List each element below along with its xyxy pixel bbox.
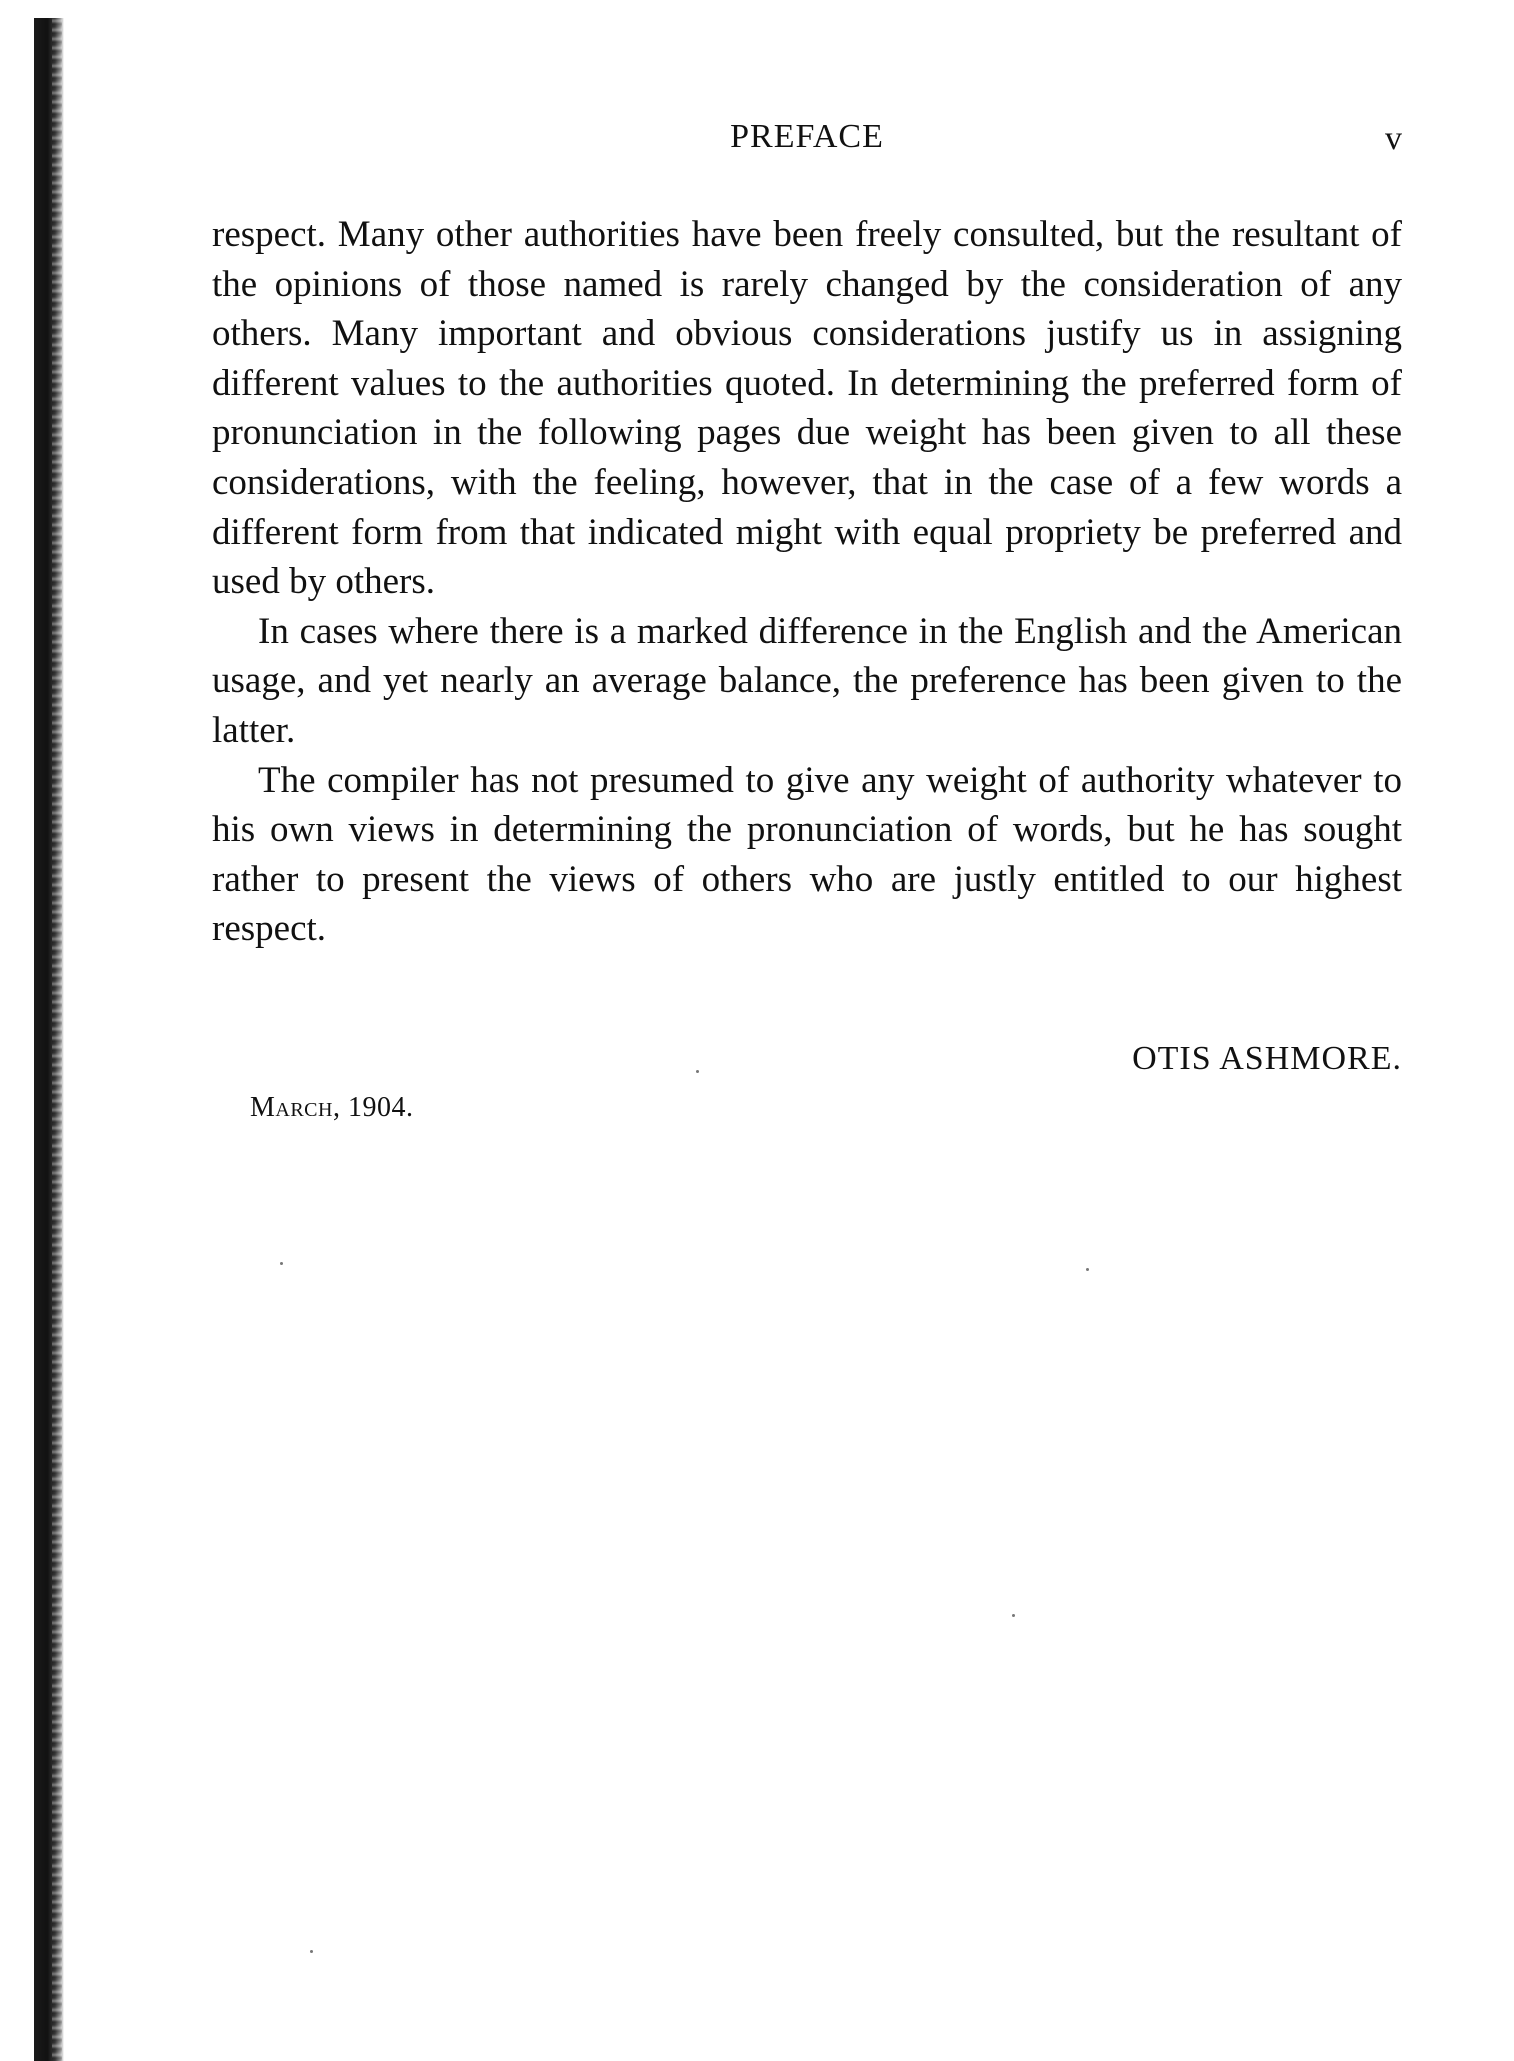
scan-speck — [1086, 1268, 1089, 1271]
page-header — [212, 118, 1402, 162]
preface-body — [212, 210, 1402, 954]
preface-date: March, 1904. — [250, 1092, 414, 1123]
running-head: PREFACE — [730, 118, 884, 155]
scan-speck — [310, 1950, 313, 1953]
paragraph-2: In cases where there is a marked difference in the English and the American usage, and yet nearly an average balance, the preference has been given to the latter. — [212, 610, 1402, 751]
scan-speck — [1012, 1614, 1015, 1617]
scan-binding-edge — [34, 18, 64, 2061]
paragraph-1: respect. Many other authorities have been freely consulted, but the resultant of the opinions of those named is rarely changed by the consideration of any others. Many important and obvious considerations justify us in assigning different values to the authorities quoted. In determining the preferred form of pronunciation in the following pages due weight has been given to all these considerations, with the feeling, however, that in the case of a few words a different form from that indicated might with equal propriety be preferred and used by others. — [212, 214, 1402, 603]
scan-speck — [696, 1070, 699, 1073]
page-number: v — [1385, 120, 1402, 157]
paragraph-3: The compiler has not presumed to give any weight of authority whatever to his own views in determining the pronunciation of words, but he has sought rather to present the views of others who are justly entitled to our highest respect. — [212, 759, 1402, 950]
scan-speck — [280, 1262, 283, 1265]
author-signature: OTIS ASHMORE. — [1132, 1040, 1402, 1077]
